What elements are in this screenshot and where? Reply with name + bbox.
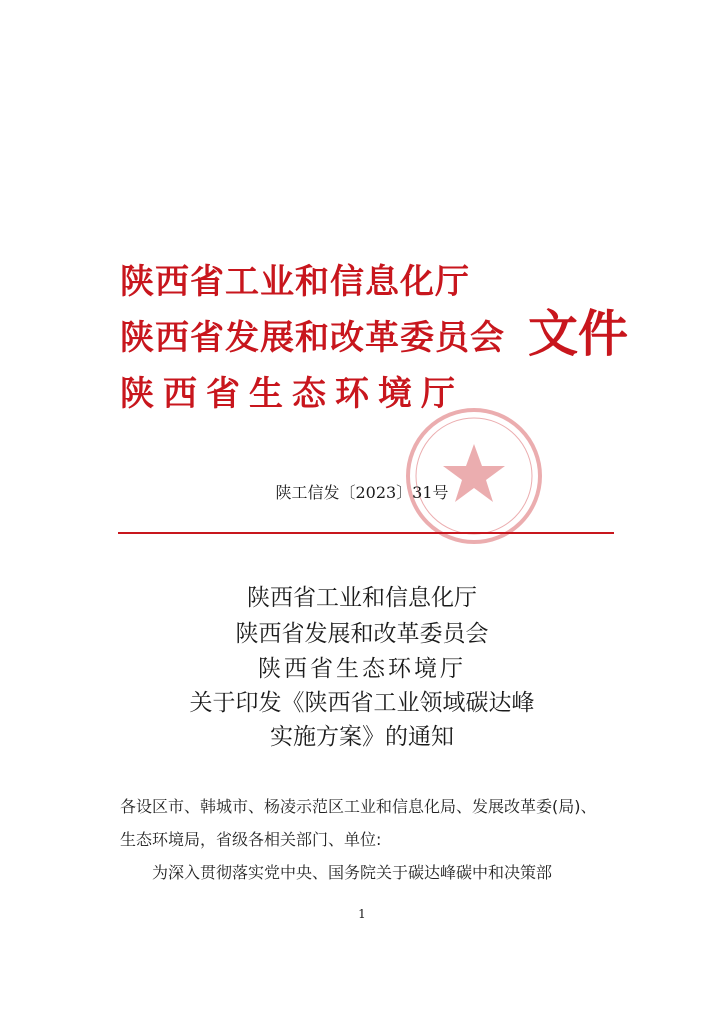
header-org-development: 陕西省发展和改革委员会 (120, 318, 505, 358)
title-line-3: 陕西省生态环境厅 (258, 656, 466, 682)
official-seal-icon (402, 404, 546, 548)
header-org-environment: 陕西省生态环境厅 (120, 374, 464, 414)
red-divider (118, 532, 614, 534)
title-line-5: 实施方案》的通知 (270, 724, 454, 750)
title-line-2: 陕西省发展和改革委员会 (235, 621, 489, 647)
header-org-industry: 陕西省工业和信息化厅 (120, 262, 470, 302)
addressee-line-1: 各设区市、韩城市、杨凌示范区工业和信息化局、发展改革委(局)、 (120, 797, 597, 816)
page-number: 1 (358, 907, 366, 921)
title-line-4: 关于印发《陕西省工业领域碳达峰 (189, 690, 535, 716)
body-paragraph-start: 为深入贯彻落实党中央、国务院关于碳达峰碳中和决策部 (152, 863, 553, 882)
header-doc-label: 文件 (528, 304, 628, 363)
title-line-1: 陕西省工业和信息化厅 (247, 585, 477, 611)
addressee-line-2: 生态环境局，省级各相关部门、单位: (120, 830, 382, 849)
document-number: 陕工信发〔2023〕31号 (275, 483, 449, 502)
